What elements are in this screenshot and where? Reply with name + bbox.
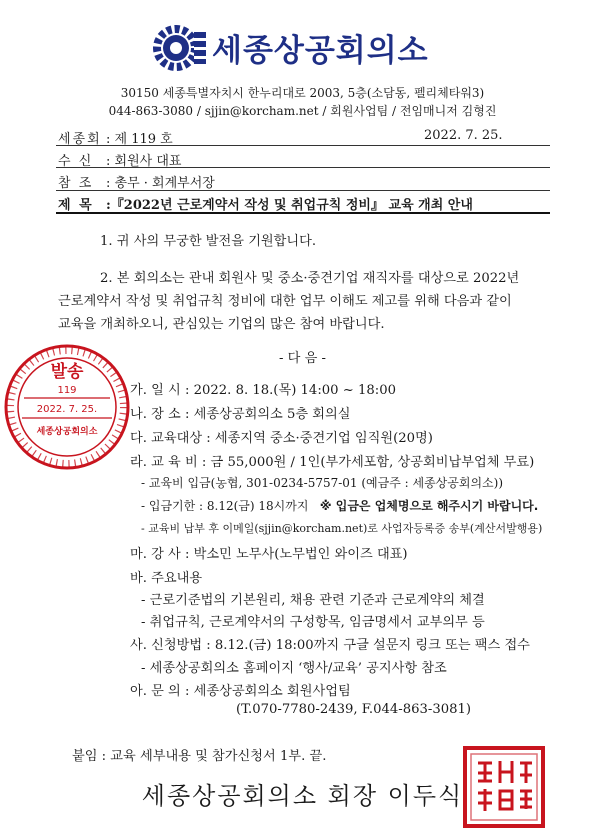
paragraph-1: 1. 귀 사의 무궁한 발전을 기원합니다.: [100, 234, 317, 249]
stamp-label: 발송: [50, 362, 84, 382]
item-datetime: 가. 일 시 : 2022. 8. 18.(목) 14:00 ~ 18:00: [130, 383, 396, 398]
divider: [56, 167, 550, 168]
divider: [56, 190, 550, 191]
doc-number-value: : 제 119 호: [106, 132, 173, 147]
fee-deadline-text: - 입금기한 : 8.12(금) 18시까지: [141, 499, 309, 513]
item-contact: 아. 문 의 : 세종상공회의소 회원사업팀: [130, 684, 351, 699]
paragraph-2-line-3: 교육을 개최하오니, 관심있는 기업의 많은 참여 바랍니다.: [58, 317, 385, 332]
fee-deadline-note: ※ 입금은 업체명으로 해주시기 바랍니다.: [319, 499, 539, 513]
divider: [56, 212, 550, 214]
official-seal-icon: [462, 745, 546, 829]
item-contact-numbers: (T.070-7780-2439, F.044-863-3081): [236, 702, 472, 717]
item-instructor: 마. 강 사 : 박소민 노무사(노무법인 와이즈 대표): [130, 547, 408, 562]
recipient-value: : 회원사 대표: [106, 154, 182, 169]
stamp-org: 세종상공회의소: [36, 427, 98, 437]
paragraph-2-line-2: 근로계약서 작성 및 취업규칙 정비에 대한 업무 이해도 제고를 위해 다음과 같이: [58, 294, 512, 309]
address-line: 30150 세종특별자치시 한누리대로 2003, 5층(소담동, 펠리체타워3): [120, 86, 485, 100]
subject-value: :『2022년 근로계약서 작성 및 취업규칙 정비』 교육 개최 안내: [106, 198, 473, 213]
paragraph-2-line-1: 2. 본 회의소는 관내 회원사 및 중소·중견기업 재직자를 대상으로 2022년: [100, 271, 520, 286]
item-target: 다. 교육대상 : 세종지역 중소·중견기업 임직원(20명): [130, 431, 433, 446]
subject-row: [58, 194, 473, 213]
item-apply-note: - 세종상공회의소 홈페이지 ‘행사/교육’ 공지사항 참조: [141, 661, 447, 676]
item-fee-deadline: [141, 497, 538, 514]
cc-key: 참 조: [58, 176, 94, 191]
stamp-number: 119: [57, 385, 77, 396]
doc-date: 2022. 7. 25.: [424, 128, 503, 143]
contact-line: 044-863-3080 / sjjin@korcham.net / 회원사업팀 / 전임매니저 김형진: [108, 104, 497, 118]
cc-row: [58, 172, 215, 191]
sender-name: 세종상공회의소 회장 이두식: [141, 782, 464, 810]
stamp-date: 2022. 7. 25.: [36, 404, 98, 415]
item-apply: 사. 신청방법 : 8.12.(금) 18:00까지 구글 설문지 링크 또는 팩스 접수: [130, 638, 530, 653]
dauem-heading: - 다 음 -: [279, 351, 326, 366]
attachment-line: 붙임 : 교육 세부내용 및 참가신청서 1부. 끝.: [72, 749, 327, 764]
item-fee-receipt: - 교육비 납부 후 이메일(sjjin@korcham.net)로 사업자등록증 송부(계산서발행용): [141, 522, 543, 535]
cc-value: : 총무 · 회계부서장: [106, 176, 215, 191]
item-location: 나. 장 소 : 세종상공회의소 5층 회의실: [130, 407, 351, 422]
recipient-key: 수 신: [58, 154, 94, 169]
item-fee: 라. 교 육 비 : 금 55,000원 / 1인(부가세포함, 상공회비납부업체 무료): [130, 455, 535, 470]
item-contents: 바. 주요내용: [130, 571, 203, 586]
item-fee-account: - 교육비 입금(농협, 301-0234-5757-01 (예금주 : 세종상공회의소)): [141, 476, 504, 490]
org-logo-text: 세종상공회의소: [212, 33, 429, 69]
item-contents-1: - 근로기준법의 기본원리, 채용 관련 기준과 근로계약의 체결: [141, 593, 485, 608]
item-contents-2: - 취업규칙, 근로계약서의 구성항목, 임금명세서 교부의무 등: [141, 615, 485, 630]
doc-number-key: 세종회: [58, 132, 102, 147]
divider: [56, 145, 550, 146]
subject-key: 제 목: [58, 198, 94, 213]
dispatch-stamp-icon: [2, 342, 132, 472]
